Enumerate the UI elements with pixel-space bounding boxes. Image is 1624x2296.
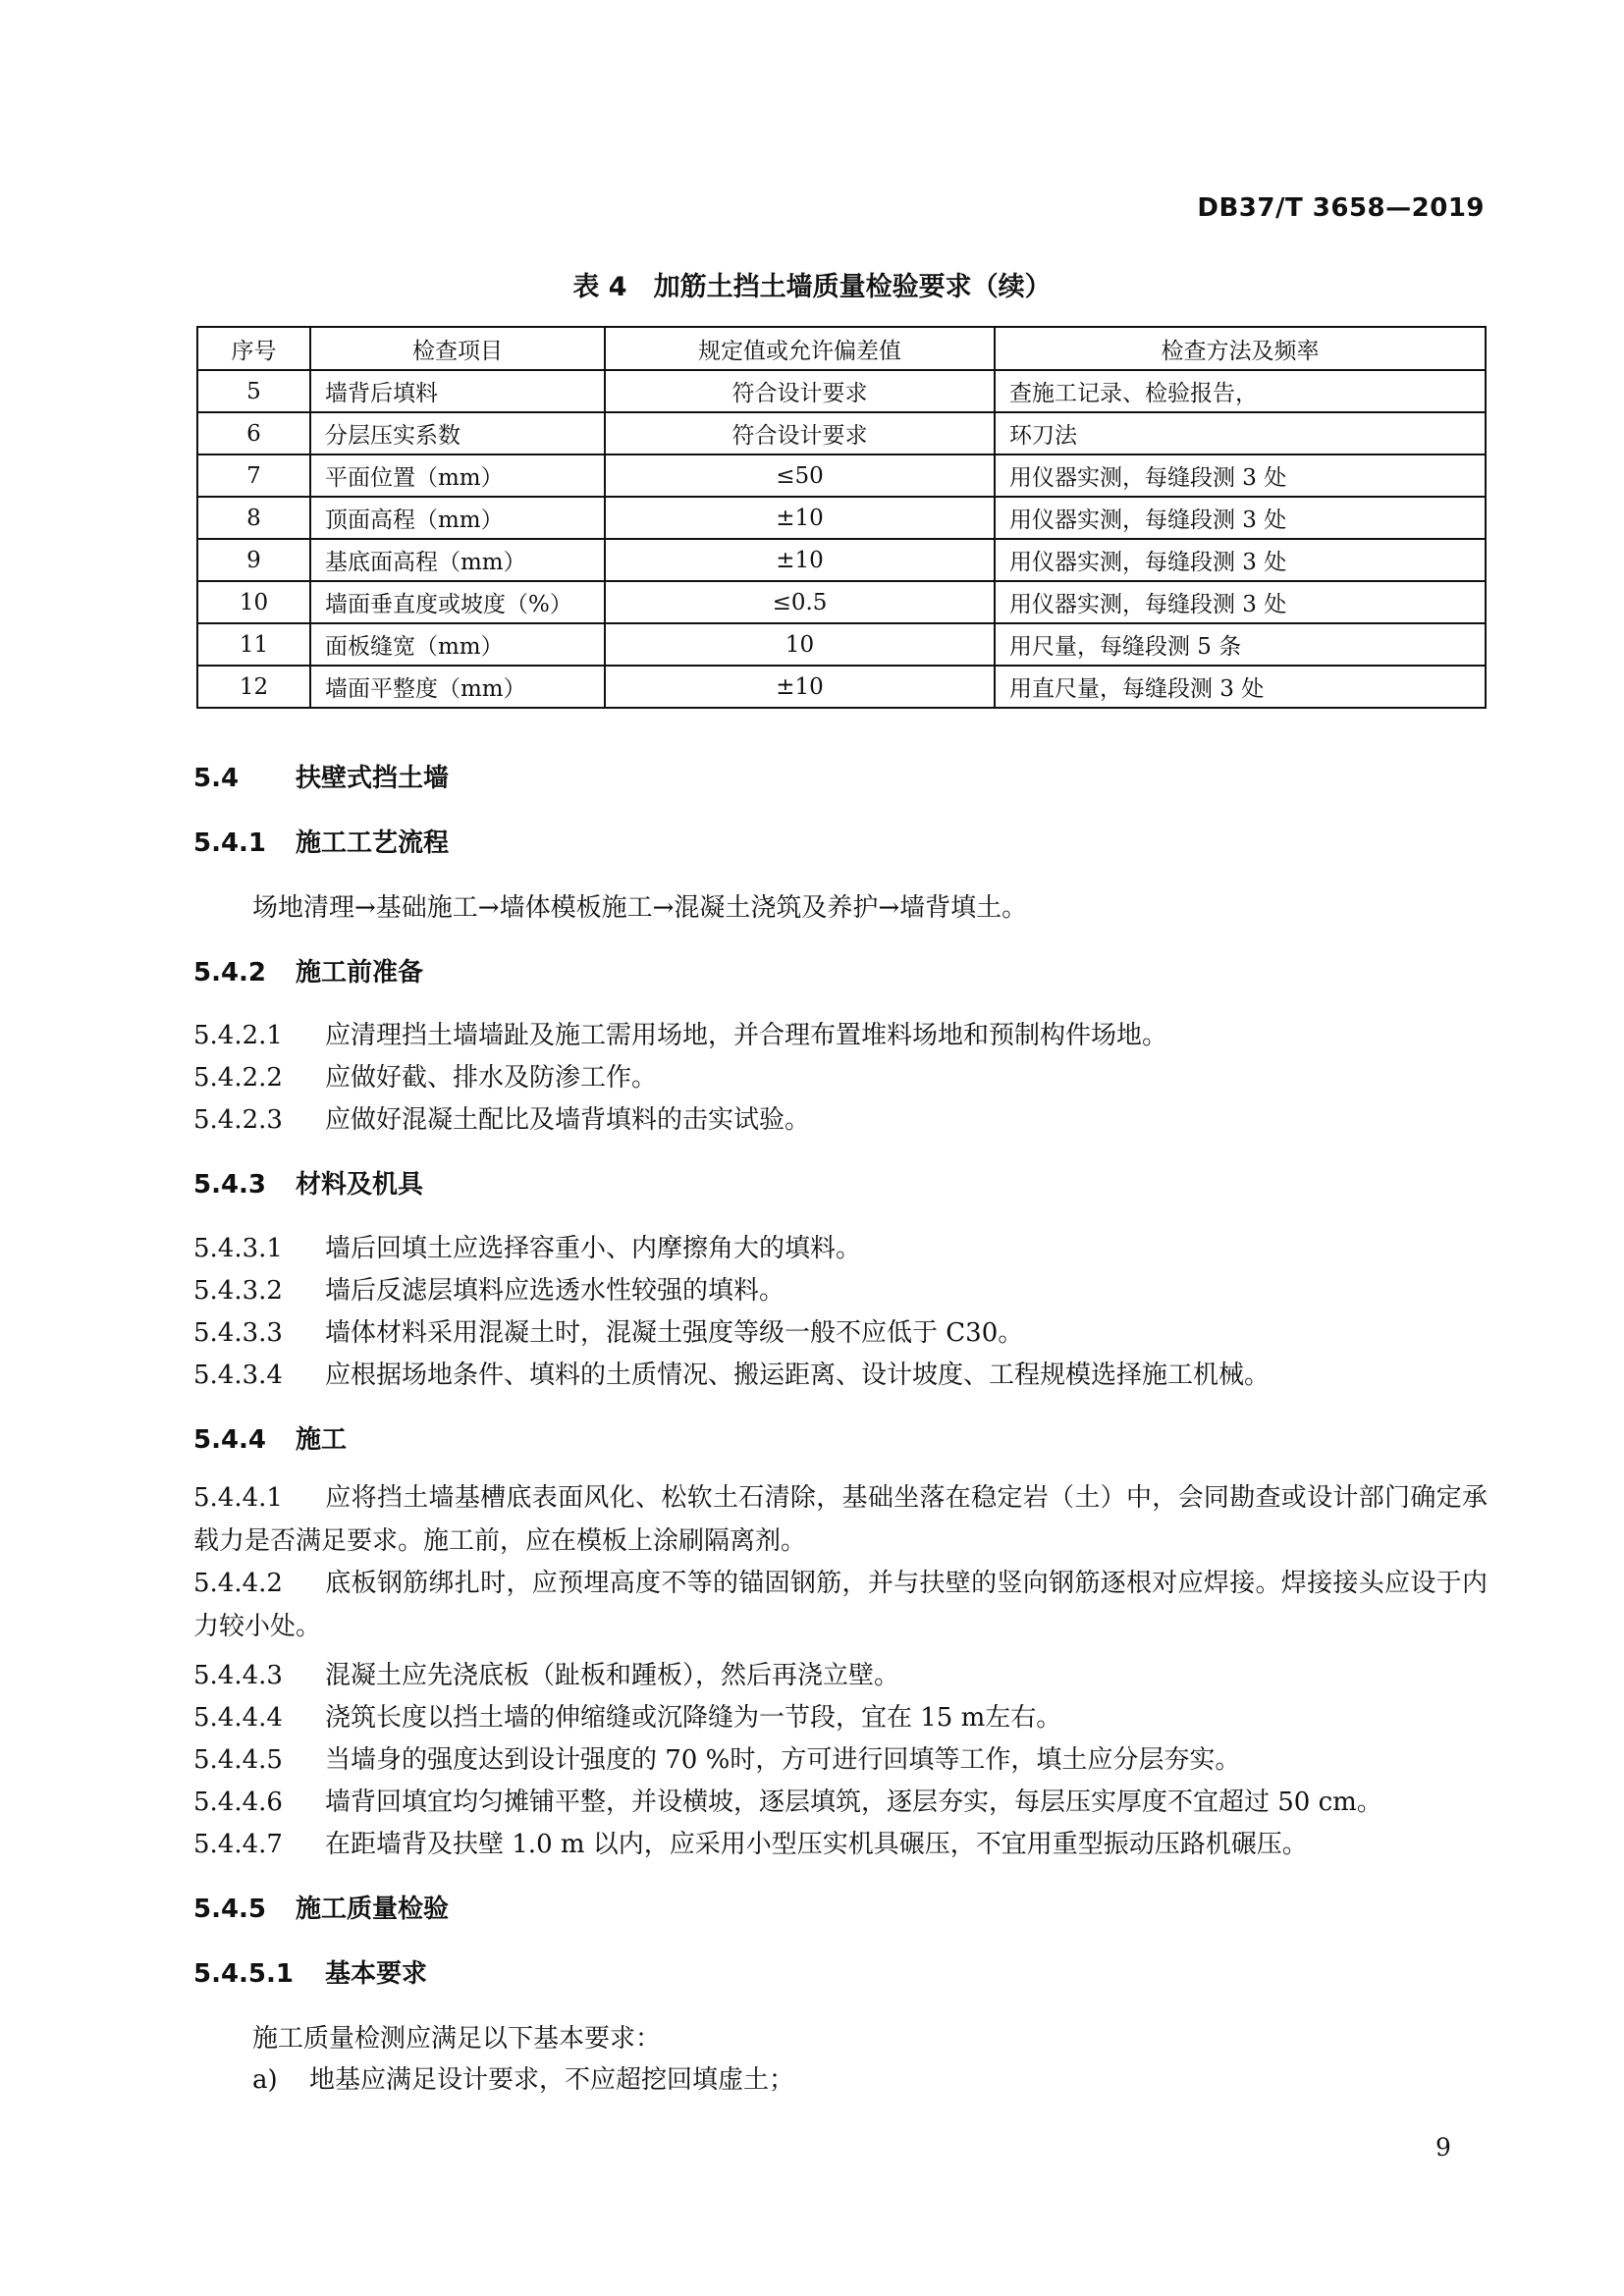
section-heading-5-4-5-1	[193, 1953, 427, 1990]
section-heading-5-4-2	[193, 952, 423, 988]
clause-number: 5.4.4.3	[193, 1661, 283, 1690]
table-row	[197, 666, 1486, 708]
clause-5-4-3-3	[193, 1312, 1023, 1349]
clause-number: 5.4.4.1	[193, 1483, 283, 1513]
cell-item: 分层压实系数	[310, 412, 605, 454]
cell-index: 12	[197, 666, 310, 708]
cell-tolerance: ±10	[605, 539, 995, 581]
section-number: 5.4	[193, 764, 240, 793]
clause-number: 5.4.3.2	[193, 1276, 283, 1306]
clause-5-4-4-6	[193, 1782, 1382, 1818]
section-heading-5-4	[193, 758, 449, 794]
cell-method: 用直尺量，每缝段测 3 处	[995, 666, 1486, 708]
table-caption: 表 4 加筋土挡土墙质量检验要求（续）	[572, 272, 1052, 302]
section-number: 5.4.4	[193, 1425, 267, 1455]
cell-item: 平面位置（mm）	[310, 454, 605, 497]
cell-index: 8	[197, 497, 310, 539]
clause-text: 在距墙背及扶壁 1.0 m 以内，应采用小型压实机具碾压，不宜用重型振动压路机碾压。	[325, 1830, 1308, 1859]
col-header-method: 检查方法及频率	[995, 327, 1486, 370]
cell-index: 9	[197, 539, 310, 581]
cell-index: 10	[197, 581, 310, 623]
table-row	[197, 581, 1486, 623]
clause-5-4-4-7	[193, 1824, 1308, 1860]
clause-5-4-3-4	[193, 1355, 1270, 1391]
clause-5-4-4-3	[193, 1655, 899, 1691]
cell-tolerance: ≤0.5	[605, 581, 995, 623]
clause-text: 应将挡土墙基槽底表面风化、松软土石清除，基础坐落在稳定岩（土）中，会同勘查或设计部门确定承载力是否满足要求。施工前，应在模板上涂刷隔离剂。	[193, 1483, 1488, 1556]
clause-text: 应做好混凝土配比及墙背填料的击实试验。	[325, 1105, 811, 1135]
clause-5-4-3-1	[193, 1228, 861, 1264]
cell-item: 顶面高程（mm）	[310, 497, 605, 539]
clause-text: 浇筑长度以挡土墙的伸缩缝或沉降缝为一节段，宜在 15 m左右。	[325, 1703, 1062, 1733]
clause-text: 混凝土应先浇底板（趾板和踵板），然后再浇立壁。	[325, 1661, 900, 1690]
clause-5-4-3-2	[193, 1270, 785, 1307]
cell-tolerance: ±10	[605, 497, 995, 539]
clause-number: 5.4.3.4	[193, 1361, 283, 1390]
section-number: 5.4.5.1	[193, 1959, 294, 1989]
cell-method: 用仪器实测，每缝段测 3 处	[995, 497, 1486, 539]
cell-tolerance: ≤50	[605, 454, 995, 497]
clause-text: 墙背回填宜均匀摊铺平整，并设横坡，逐层填筑，逐层夯实，每层压实厚度不宜超过 50 cm。	[325, 1788, 1382, 1817]
cell-tolerance: 符合设计要求	[605, 370, 995, 412]
clause-5-4-4-1	[193, 1476, 1488, 1563]
cell-method: 用仪器实测，每缝段测 3 处	[995, 581, 1486, 623]
cell-method: 用尺量，每缝段测 5 条	[995, 623, 1486, 666]
col-header-item: 检查项目	[310, 327, 605, 370]
cell-item: 面板缝宽（mm）	[310, 623, 605, 666]
table-row	[197, 623, 1486, 666]
clause-text: 应做好截、排水及防渗工作。	[325, 1063, 658, 1093]
clause-5-4-2-2	[193, 1057, 657, 1094]
section-heading-5-4-4	[193, 1419, 347, 1456]
table-row	[197, 539, 1486, 581]
table-header-row	[197, 327, 1486, 370]
clause-5-4-2-1	[193, 1015, 1167, 1051]
section-title: 材料及机具	[296, 1170, 424, 1200]
section-heading-5-4-3	[193, 1164, 423, 1201]
page-number: 9	[1435, 2133, 1451, 2162]
cell-index: 6	[197, 412, 310, 454]
cell-tolerance: 符合设计要求	[605, 412, 995, 454]
cell-tolerance: ±10	[605, 666, 995, 708]
clause-text: 当墙身的强度达到设计强度的 70 %时，方可进行回填等工作，填土应分层夯实。	[325, 1745, 1241, 1775]
clause-number: 5.4.2.3	[193, 1105, 283, 1135]
cell-item: 墙背后填料	[310, 370, 605, 412]
clause-number: 5.4.4.7	[193, 1830, 283, 1859]
cell-item: 基底面高程（mm）	[310, 539, 605, 581]
cell-method: 用仪器实测，每缝段测 3 处	[995, 454, 1486, 497]
clause-number: 5.4.4.4	[193, 1703, 283, 1733]
section-number: 5.4.1	[193, 828, 267, 858]
list-item-label: a)	[252, 2065, 278, 2095]
section-number: 5.4.2	[193, 958, 267, 988]
clause-number: 5.4.3.3	[193, 1318, 283, 1348]
table-row	[197, 370, 1486, 412]
clause-5-4-4-2	[193, 1562, 1488, 1648]
clause-text: 应清理挡土墙墙趾及施工需用场地，并合理布置堆料场地和预制构件场地。	[325, 1021, 1168, 1050]
basic-requirements-intro: 施工质量检测应满足以下基本要求：	[252, 2024, 662, 2054]
col-header-index: 序号	[197, 327, 310, 370]
document-id: DB37/T 3658—2019	[1197, 193, 1485, 223]
cell-index: 5	[197, 370, 310, 412]
table-row	[197, 454, 1486, 497]
section-title: 施工	[296, 1425, 348, 1455]
clause-text: 墙后反滤层填料应选透水性较强的填料。	[325, 1276, 785, 1306]
clause-number: 5.4.2.1	[193, 1021, 283, 1050]
list-item-text: 地基应满足设计要求，不应超挖回填虚土；	[309, 2065, 795, 2095]
clause-number: 5.4.4.2	[193, 1569, 283, 1598]
clause-number: 5.4.4.5	[193, 1745, 283, 1775]
section-title: 扶壁式挡土墙	[296, 764, 450, 793]
clause-text: 墙后回填土应选择容重小、内摩擦角大的填料。	[325, 1234, 862, 1263]
section-heading-5-4-1	[193, 823, 449, 859]
cell-method: 环刀法	[995, 412, 1486, 454]
clause-5-4-4-4	[193, 1697, 1061, 1734]
cell-item: 墙面垂直度或坡度（%）	[310, 581, 605, 623]
cell-tolerance: 10	[605, 623, 995, 666]
section-number: 5.4.3	[193, 1170, 267, 1200]
clause-number: 5.4.4.6	[193, 1788, 283, 1817]
clause-5-4-2-3	[193, 1099, 810, 1136]
cell-item: 墙面平整度（mm）	[310, 666, 605, 708]
clause-number: 5.4.2.2	[193, 1063, 283, 1093]
process-flow-text: 场地清理→基础施工→墙体模板施工→混凝土浇筑及养护→墙背填土。	[252, 893, 1028, 923]
table-row	[197, 412, 1486, 454]
cell-index: 11	[197, 623, 310, 666]
clause-number: 5.4.3.1	[193, 1234, 283, 1263]
clause-5-4-4-5	[193, 1739, 1240, 1776]
section-number: 5.4.5	[193, 1895, 267, 1924]
list-item-a	[252, 2059, 794, 2096]
section-heading-5-4-5	[193, 1889, 449, 1925]
clause-text: 底板钢筋绑扎时，应预埋高度不等的锚固钢筋，并与扶壁的竖向钢筋逐根对应焊接。焊接接头应设于内力较小处。	[193, 1569, 1488, 1641]
table-row	[197, 497, 1486, 539]
section-title: 施工质量检验	[296, 1895, 450, 1924]
clause-text: 墙体材料采用混凝土时，混凝土强度等级一般不应低于 C30。	[325, 1318, 1024, 1348]
section-title: 施工工艺流程	[296, 828, 450, 858]
section-title: 基本要求	[325, 1959, 428, 1989]
section-title: 施工前准备	[296, 958, 424, 988]
cell-method: 查施工记录、检验报告，	[995, 370, 1486, 412]
clause-text: 应根据场地条件、填料的土质情况、搬运距离、设计坡度、工程规模选择施工机械。	[325, 1361, 1271, 1390]
cell-method: 用仪器实测，每缝段测 3 处	[995, 539, 1486, 581]
col-header-tolerance: 规定值或允许偏差值	[605, 327, 995, 370]
cell-index: 7	[197, 454, 310, 497]
quality-inspection-table	[196, 326, 1487, 709]
